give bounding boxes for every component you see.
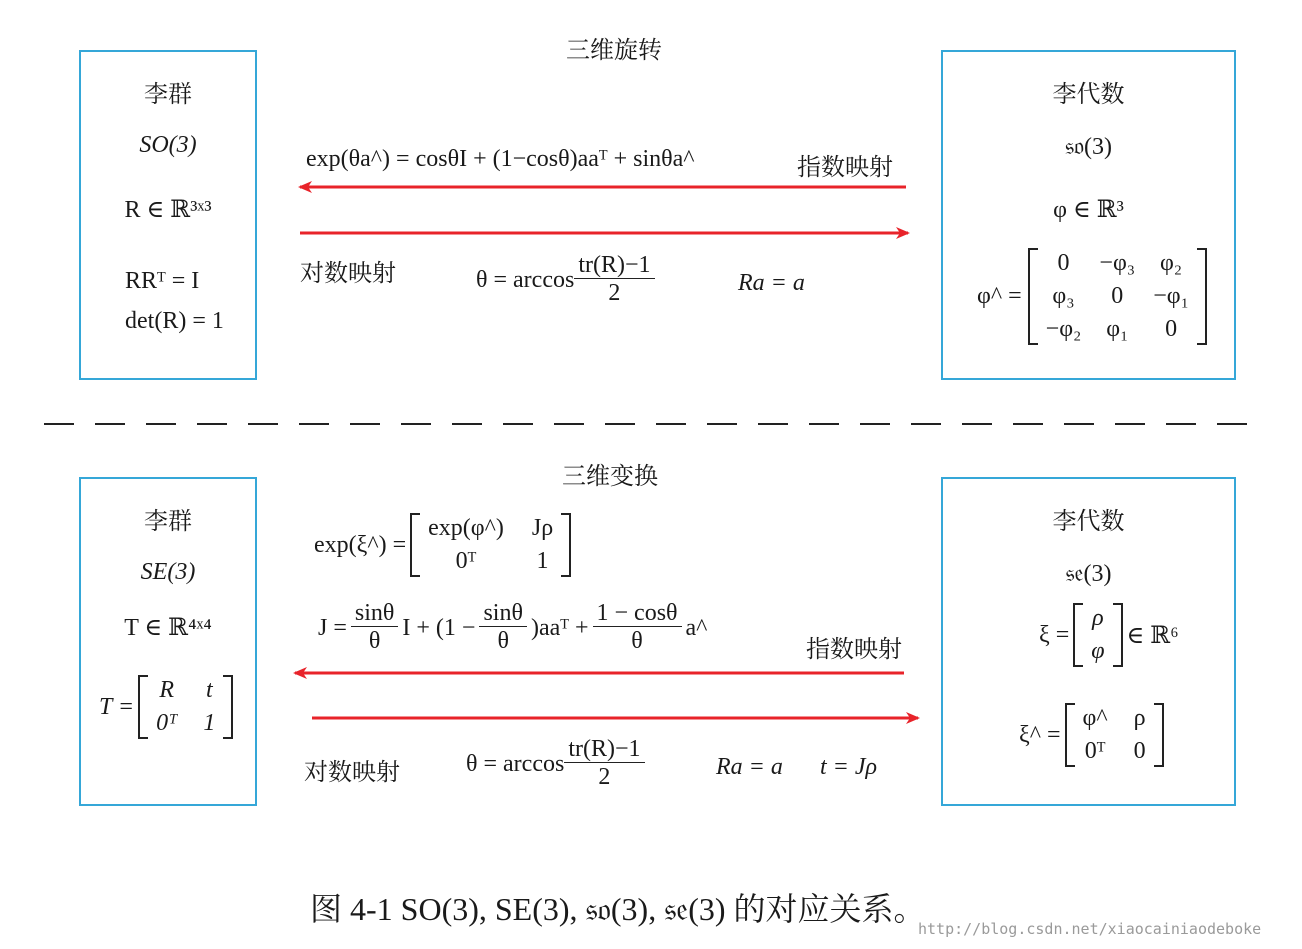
matrix-cell: 1 xyxy=(203,710,216,736)
bottom-axis-eq: Ra = a xyxy=(716,754,783,780)
bottom-exp-map-label: 指数映射 xyxy=(806,635,902,663)
matrix-cell: 0 xyxy=(1165,316,1178,342)
matrix-cell: −φ₁ xyxy=(1153,283,1189,309)
matrix-cell: 0ᵀ xyxy=(156,710,178,736)
matrix-cell: t xyxy=(206,677,213,703)
bottom-log-formula xyxy=(466,736,645,792)
matrix-cell: 1 xyxy=(536,548,549,574)
phi-hat-label: φ^ = xyxy=(977,283,1022,309)
fraction-numerator: tr(R)−1 xyxy=(574,252,654,279)
xi-vector xyxy=(1073,603,1122,667)
j-term-3: a^ xyxy=(685,614,708,641)
fraction-denominator: θ xyxy=(631,628,643,655)
j-lhs: J = xyxy=(318,614,347,641)
fraction-denominator: θ xyxy=(368,628,381,655)
xi-hat-definition xyxy=(1019,703,1164,767)
top-lie-algebra-box xyxy=(941,50,1236,380)
orthogonality-eq: RRᵀ = I xyxy=(125,268,200,294)
watermark-url: http://blog.csdn.net/xiaocainiaodeboke xyxy=(918,920,1262,938)
bottom-log-map-label: 对数映射 xyxy=(304,758,400,786)
matrix-cell: 0 xyxy=(1057,250,1070,276)
xi-hat-label: ξ^ = xyxy=(1019,721,1061,748)
matrix-cell: φ₂ xyxy=(1159,250,1183,276)
matrix-cell: ρ xyxy=(1133,705,1146,731)
trace-fraction xyxy=(564,736,644,792)
vector-cell: ρ xyxy=(1092,605,1104,631)
trace-fraction xyxy=(574,252,654,308)
fraction-denominator: θ xyxy=(497,628,509,655)
top-section-title: 三维旋转 xyxy=(566,36,662,64)
arccos-lhs: θ = arccos xyxy=(466,750,565,777)
transform-membership: T ∈ ℝ⁴ˣ⁴ xyxy=(124,615,212,641)
top-lie-group-box xyxy=(79,50,257,380)
figure-caption: 图 4-1 SO(3), SE(3), 𝔰𝔬(3), 𝔰𝔢(3) 的对应关系。 xyxy=(310,891,926,927)
exp-xi-matrix xyxy=(410,513,571,577)
j-fraction-3 xyxy=(593,600,682,656)
top-right-box-title: 李代数 xyxy=(1052,80,1125,108)
j-term-2: )aaᵀ + xyxy=(530,614,589,641)
fraction-denominator: 2 xyxy=(608,280,621,307)
matrix-cell: −φ₃ xyxy=(1099,250,1136,276)
bottom-section-title: 三维变换 xyxy=(562,462,658,490)
vector-cell: φ xyxy=(1091,638,1105,664)
j-fraction-2 xyxy=(479,600,527,656)
top-exp-formula: exp(θa^) = cosθI + (1−cosθ)aaᵀ + sinθa^ xyxy=(306,146,695,172)
matrix-cell: φ^ xyxy=(1082,705,1108,731)
bottom-lie-group-box xyxy=(79,477,257,806)
matrix-cell: R xyxy=(159,677,175,703)
so3-symbol: SO(3) xyxy=(139,132,197,158)
bottom-right-box-title: 李代数 xyxy=(1052,507,1125,535)
fraction-denominator: 2 xyxy=(598,764,611,791)
xi-definition xyxy=(1039,603,1179,667)
rotation-membership: R ∈ ℝ³ˣ³ xyxy=(124,197,212,223)
so3-algebra-symbol: 𝔰𝔬(3) xyxy=(1065,134,1112,160)
j-term-1: I + (1 − xyxy=(402,614,476,641)
jacobian-formula xyxy=(318,600,707,656)
matrix-cell: 0ᵀ xyxy=(1084,738,1106,764)
xi-membership: ∈ ℝ⁶ xyxy=(1126,622,1179,649)
fraction-numerator: tr(R)−1 xyxy=(564,736,644,763)
exp-xi-lhs: exp(ξ^) = xyxy=(314,531,407,558)
matrix-cell: −φ₂ xyxy=(1045,316,1082,342)
phi-hat-definition xyxy=(977,248,1207,345)
top-log-map-label: 对数映射 xyxy=(300,259,396,287)
bottom-exp-formula xyxy=(314,513,571,577)
fraction-numerator: sinθ xyxy=(479,600,527,627)
top-log-formula xyxy=(476,252,655,308)
matrix-cell: Jρ xyxy=(531,515,554,541)
top-left-box-title: 李群 xyxy=(144,80,192,108)
arccos-lhs: θ = arccos xyxy=(476,266,575,293)
matrix-cell: exp(φ^) xyxy=(428,515,504,541)
xi-label: ξ = xyxy=(1039,621,1070,648)
phi-membership: φ ∈ ℝ³ xyxy=(1053,197,1124,223)
top-axis-eq: Ra = a xyxy=(738,270,805,296)
determinant-eq: det(R) = 1 xyxy=(125,308,224,334)
bottom-lie-algebra-box xyxy=(941,477,1236,806)
matrix-cell: 0 xyxy=(1111,283,1124,309)
se3-symbol: SE(3) xyxy=(140,559,196,585)
se3-algebra-symbol: 𝔰𝔢(3) xyxy=(1065,561,1112,587)
t-matrix xyxy=(138,675,233,739)
translation-eq: t = Jρ xyxy=(820,754,878,780)
phi-hat-matrix xyxy=(1028,248,1207,345)
matrix-cell: φ₁ xyxy=(1106,316,1129,342)
t-matrix-definition xyxy=(99,675,233,739)
bottom-left-box-title: 李群 xyxy=(144,507,192,535)
j-fraction-1 xyxy=(351,600,399,656)
matrix-cell: φ₃ xyxy=(1052,283,1075,309)
fraction-numerator: 1 − cosθ xyxy=(593,600,682,627)
matrix-cell: 0ᵀ xyxy=(455,548,477,574)
fraction-numerator: sinθ xyxy=(351,600,399,627)
xi-hat-matrix xyxy=(1065,703,1164,767)
top-exp-map-label: 指数映射 xyxy=(797,153,893,181)
matrix-cell: 0 xyxy=(1133,738,1146,764)
t-label: T = xyxy=(99,693,135,720)
